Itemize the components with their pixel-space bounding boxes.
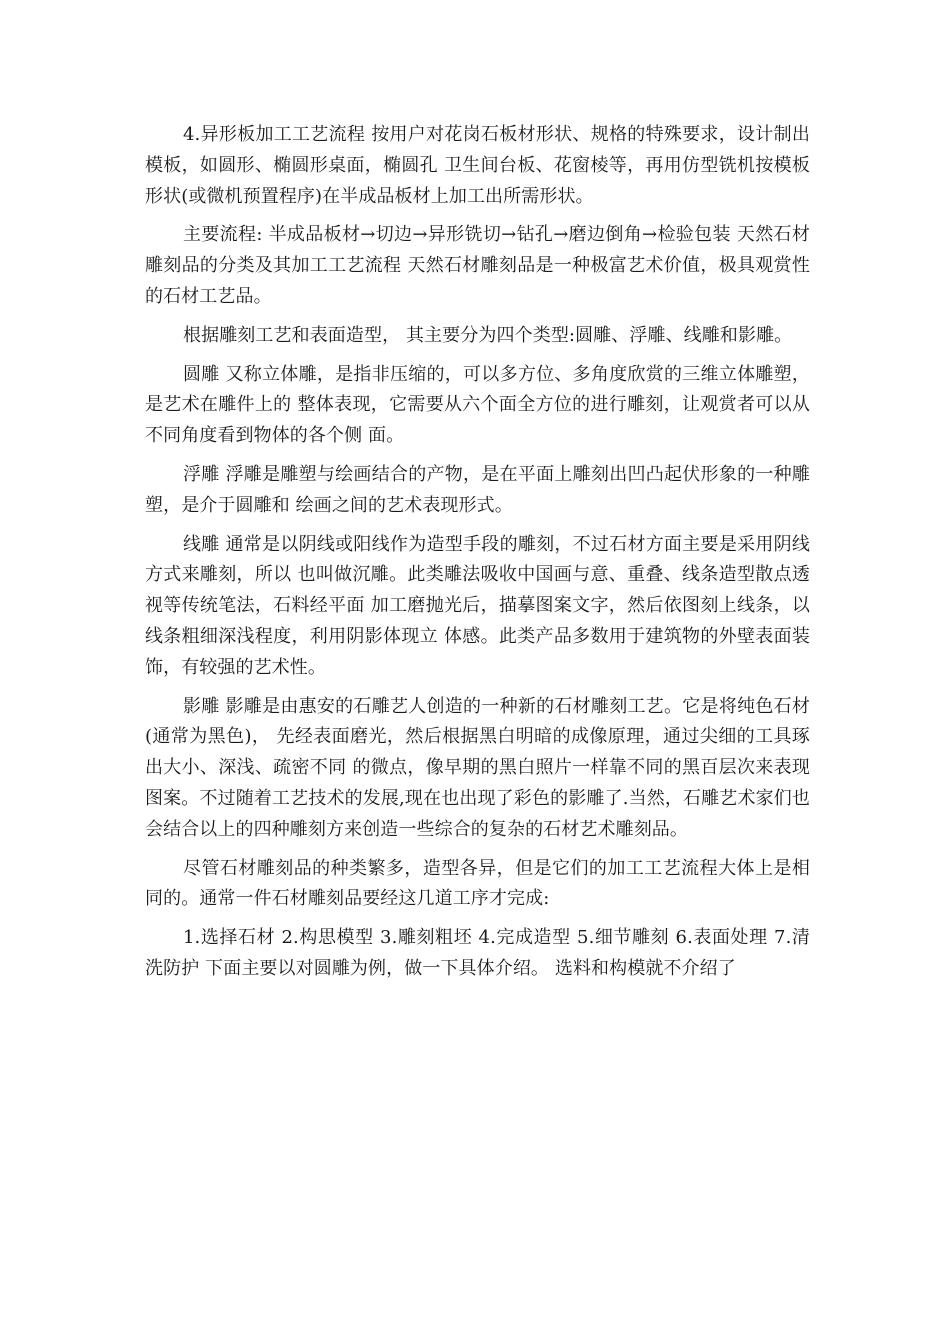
paragraph-relief-carving: 浮雕 浮雕是雕塑与绘画结合的产物，是在平面上雕刻出凹凸起伏形象的一种雕塑，是介于圆雕和 绘画之间的艺术表现形式。 [145, 463, 810, 516]
paragraph-shaped-slab-process: 4.异形板加工工艺流程 按用户对花岗石板材形状、规格的特殊要求，设计制出模板，如圆形、椭圆形桌面，椭圆孔 卫生间台板、花窗棱等，再用仿型铣机按模板形状(或微机预置程序)在半成品板材上加工出所需形状。 [145, 124, 810, 207]
document-body [145, 120, 810, 993]
paragraph-round-carving: 圆雕 又称立体雕，是指非压缩的，可以多方位、多角度欣赏的三维立体雕塑，是艺术在雕件上的 整体表现，它需要从六个面全方位的进行雕刻，让观赏者可以从不同角度看到物体的各个侧 面。 [145, 363, 810, 447]
paragraph-shadow-carving: 影雕 影雕是由惠安的石雕艺人创造的一种新的石材雕刻工艺。它是将纯色石材(通常为黑色)， 先经表面磨光，然后根据黑白明暗的成像原理，通过尖细的工具琢出大小、深浅、疏密不同 的微点，像早期的黑白照片一样靠不同的黑百层次来表现图案。不过随着工艺技术的发展,现在也出现了彩色的影雕了.当然，石雕艺术家们也会结合以上的四种雕刻方来创造一些综合的复杂的石材艺术雕刻品。 [145, 695, 810, 840]
paragraph-process-overview: 尽管石材雕刻品的种类繁多，造型各异，但是它们的加工工艺流程大体上是相同的。通常一件石材雕刻品要经这几道工序才完成: [145, 857, 810, 910]
paragraph-main-flow: 主要流程: 半成品板材→切边→异形铣切→钻孔→磨边倒角→检验包装 天然石材雕刻品的分类及其加工工艺流程 天然石材雕刻品是一种极富艺术价值，极具观赏性的石材工艺品。 [145, 224, 810, 307]
paragraph-line-carving: 线雕 通常是以阴线或阳线作为造型手段的雕刻，不过石材方面主要是采用阴线方式来雕刻，所以 也叫做沉雕。此类雕法吸收中国画与意、重叠、线条造型散点透视等传统笔法，石料经平面 加工磨抛光后，描摹图案文字，然后依图刻上线条，以线条粗细深浅程度，利用阴影体现立 体感。此类产品多数用于建筑物的外壁表面装饰，有较强的艺术性。 [145, 533, 810, 678]
paragraph-process-steps: 1.选择石材 2.构思模型 3.雕刻粗坯 4.完成造型 5.细节雕刻 6.表面处理 7.清洗防护 下面主要以对圆雕为例，做一下具体介绍。 选料和构模就不介绍了 [145, 927, 810, 979]
paragraph-carving-types: 根据雕刻工艺和表面造型， 其主要分为四个类型:圆雕、浮雕、线雕和影雕。 [183, 324, 793, 346]
